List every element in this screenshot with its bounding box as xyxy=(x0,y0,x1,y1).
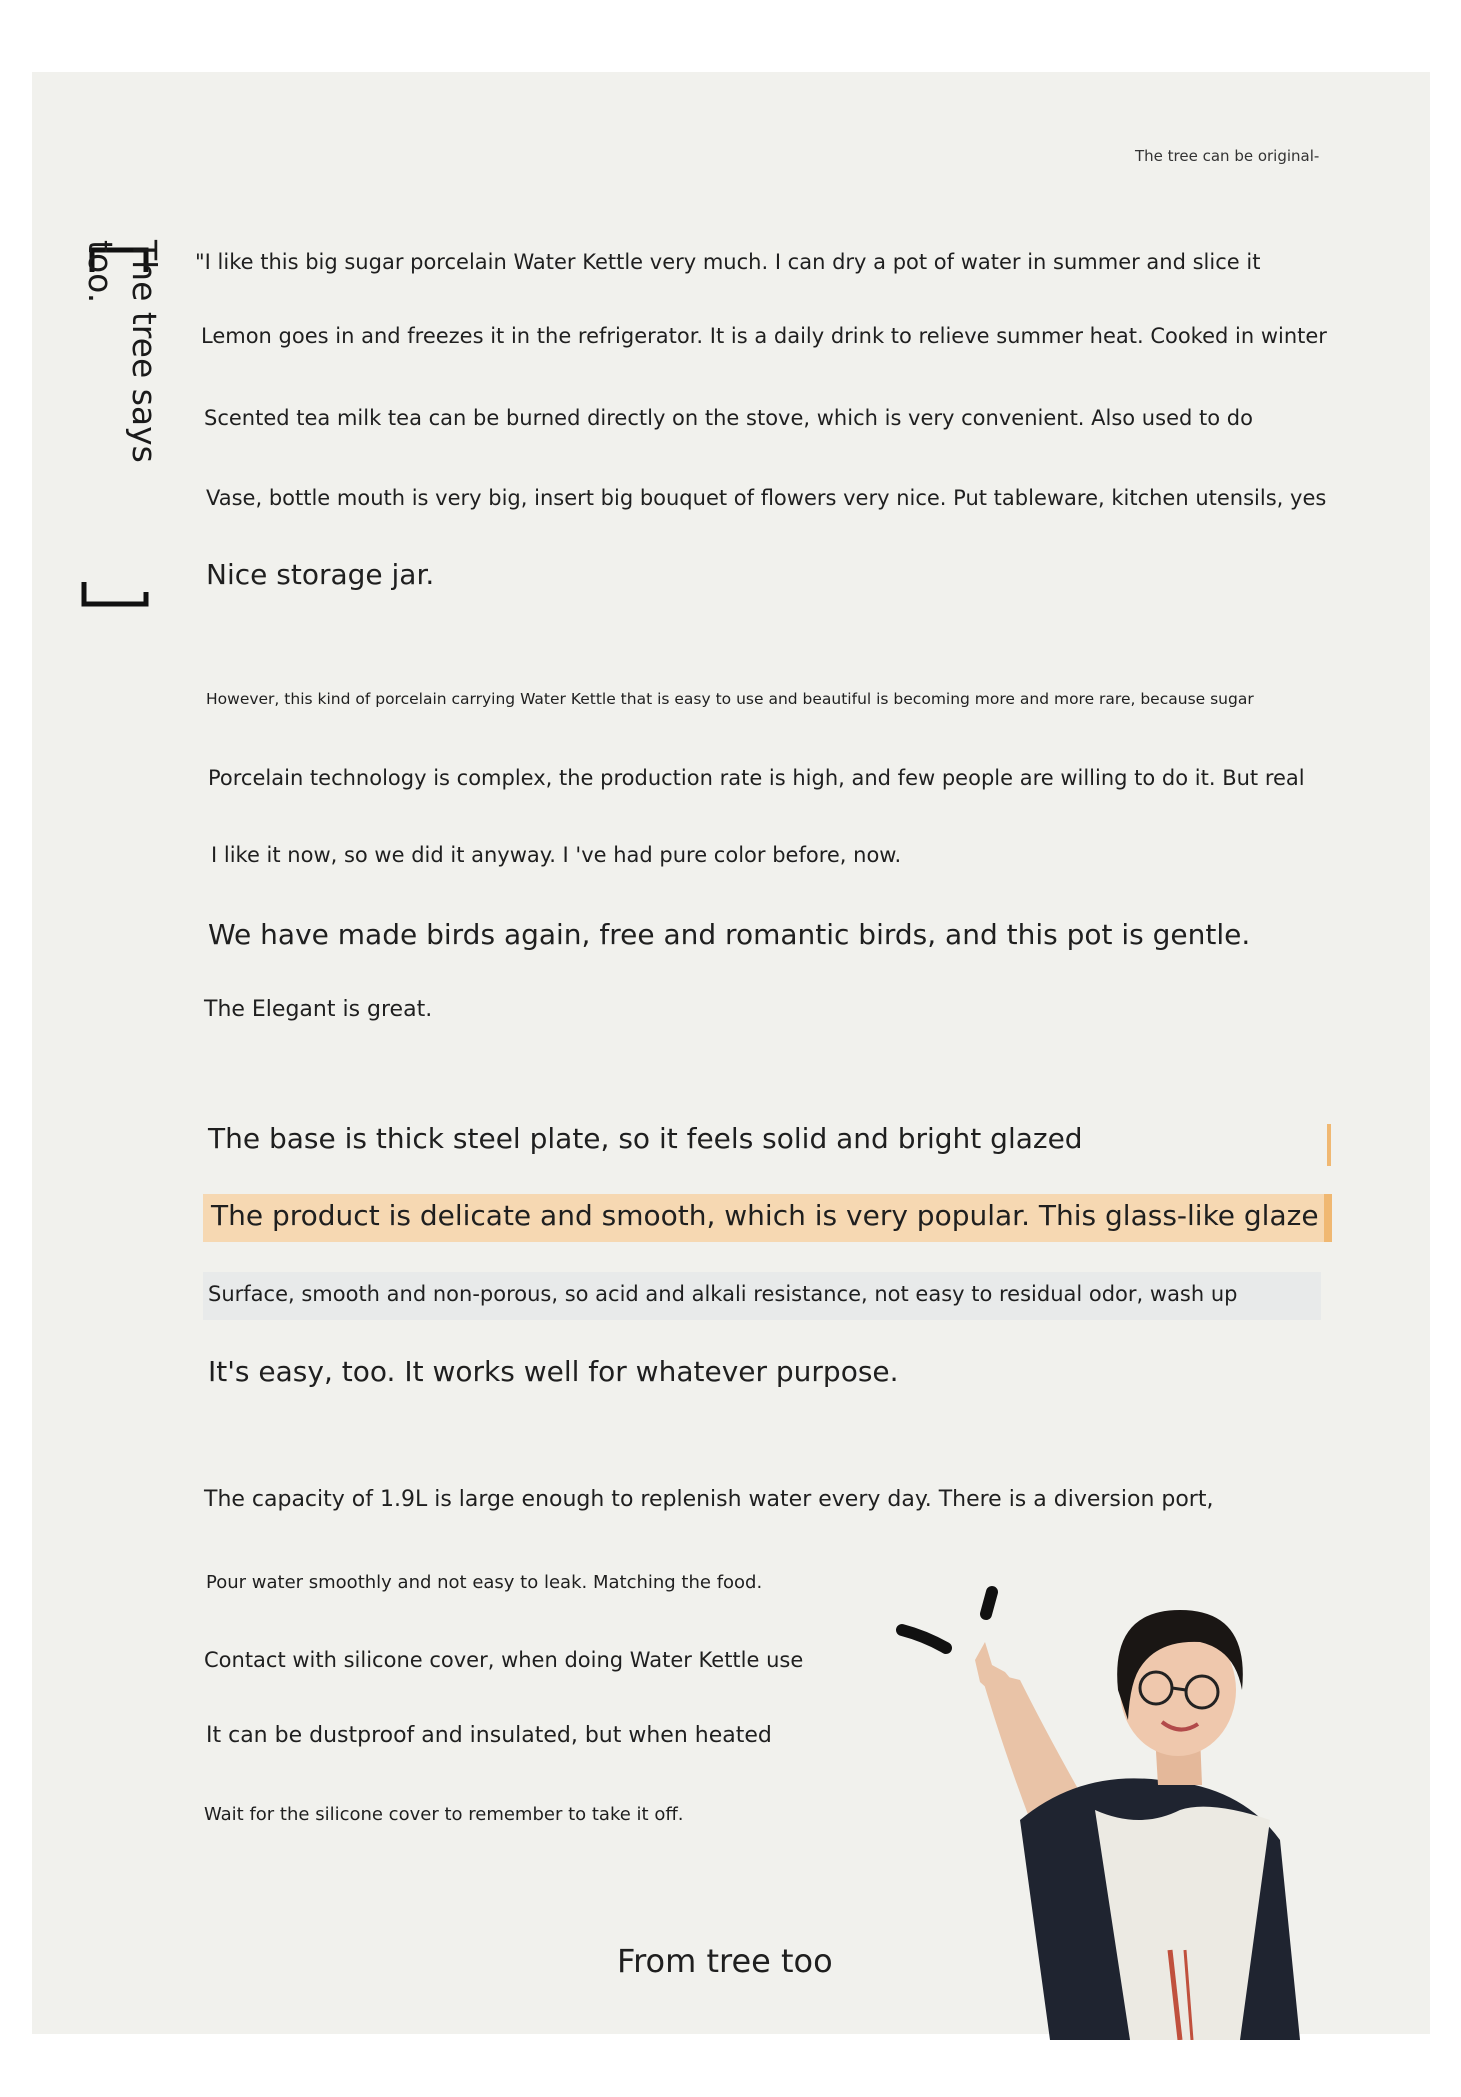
p4-line-4: It can be dustproof and insulated, but when heated xyxy=(206,1723,772,1748)
p1-line-3: Scented tea milk tea can be burned directly on the stove, which is very convenient. Also used to do xyxy=(204,406,1253,430)
close-bracket-icon xyxy=(80,580,150,608)
signature: From tree too xyxy=(617,1942,833,1980)
p4-line-3: Contact with silicone cover, when doing Water Kettle use xyxy=(204,1648,804,1672)
person-photo xyxy=(880,1570,1350,2040)
p3-line-3: Surface, smooth and non-porous, so acid and alkali resistance, not easy to residual odor, wash up xyxy=(208,1282,1238,1306)
accent-tick xyxy=(1327,1124,1331,1166)
p2-line-4: We have made birds again, free and romantic birds, and this pot is gentle. xyxy=(208,918,1251,951)
p4-line-5: Wait for the silicone cover to remember to take it off. xyxy=(204,1804,684,1825)
p1-line-2: Lemon goes in and freezes it in the refrigerator. It is a daily drink to relieve summer heat. Cooked in winter xyxy=(201,324,1327,348)
highlight-band-edge xyxy=(1324,1194,1332,1242)
p2-line-3: I like it now, so we did it anyway. I 've had pure color before, now. xyxy=(211,843,902,867)
side-title: The tree says too. xyxy=(81,240,164,463)
p1-line-1: "I like this big sugar porcelain Water Kettle very much. I can dry a pot of water in summer and slice it xyxy=(195,250,1261,274)
p2-line-1: However, this kind of porcelain carrying Water Kettle that is easy to use and beautiful is becoming more and more rare, because sugar xyxy=(206,690,1254,708)
p3-line-4: It's easy, too. It works well for whatever purpose. xyxy=(208,1355,899,1388)
p1-line-5: Nice storage jar. xyxy=(206,558,435,591)
header-tag: The tree can be original- xyxy=(1135,147,1320,165)
p2-line-5: The Elegant is great. xyxy=(204,997,433,1022)
p4-line-2: Pour water smoothly and not easy to leak. Matching the food. xyxy=(206,1572,763,1593)
p4-line-1: The capacity of 1.9L is large enough to replenish water every day. There is a diversion port, xyxy=(204,1487,1214,1512)
p1-line-4: Vase, bottle mouth is very big, insert big bouquet of flowers very nice. Put tableware, kitchen utensils, yes xyxy=(206,486,1327,510)
p3-line-1: The base is thick steel plate, so it feels solid and bright glazed xyxy=(208,1122,1083,1155)
p3-line-2: The product is delicate and smooth, which is very popular. This glass-like glaze xyxy=(211,1199,1319,1232)
p2-line-2: Porcelain technology is complex, the production rate is high, and few people are willing to do it. But real xyxy=(208,766,1305,790)
